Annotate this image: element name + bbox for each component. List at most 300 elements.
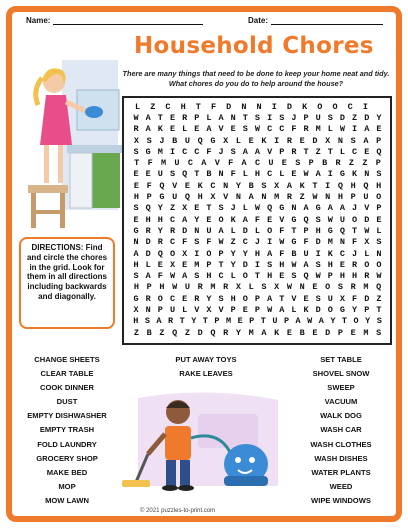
grid-letter[interactable]: V: [267, 146, 273, 157]
grid-letter[interactable]: Z: [159, 327, 165, 338]
grid-letter[interactable]: T: [179, 316, 185, 327]
grid-letter[interactable]: X: [274, 282, 280, 293]
grid-letter[interactable]: Y: [206, 293, 212, 304]
grid-letter[interactable]: H: [206, 271, 212, 282]
grid-letter[interactable]: W: [133, 112, 139, 123]
grid-letter[interactable]: S: [337, 282, 343, 293]
grid-letter[interactable]: Q: [182, 169, 188, 180]
grid-letter[interactable]: R: [350, 282, 356, 293]
grid-letter[interactable]: S: [261, 282, 267, 293]
grid-letter[interactable]: P: [214, 316, 220, 327]
grid-letter[interactable]: I: [325, 180, 331, 191]
grid-letter[interactable]: A: [261, 327, 267, 338]
grid-letter[interactable]: N: [235, 192, 241, 203]
grid-letter[interactable]: E: [133, 180, 139, 191]
grid-letter[interactable]: O: [242, 271, 248, 282]
grid-letter[interactable]: N: [376, 248, 382, 259]
grid-letter[interactable]: J: [352, 203, 358, 214]
grid-letter[interactable]: D: [145, 248, 151, 259]
grid-letter[interactable]: R: [182, 112, 188, 123]
grid-letter[interactable]: B: [206, 169, 212, 180]
name-input-line[interactable]: [53, 16, 203, 25]
grid-letter[interactable]: F: [206, 146, 212, 157]
grid-letter[interactable]: X: [133, 304, 139, 315]
grid-letter[interactable]: R: [291, 146, 297, 157]
grid-letter[interactable]: I: [271, 101, 277, 112]
grid-letter[interactable]: H: [133, 192, 139, 203]
grid-letter[interactable]: P: [283, 316, 290, 327]
grid-letter[interactable]: K: [352, 169, 358, 180]
grid-letter[interactable]: P: [157, 304, 163, 315]
grid-letter[interactable]: W: [376, 271, 382, 282]
grid-letter[interactable]: C: [279, 124, 285, 135]
grid-letter[interactable]: E: [194, 203, 200, 214]
grid-letter[interactable]: T: [260, 316, 266, 327]
grid-letter[interactable]: M: [194, 259, 200, 270]
grid-letter[interactable]: U: [268, 158, 274, 169]
grid-letter[interactable]: L: [235, 135, 241, 146]
grid-letter[interactable]: Z: [315, 146, 321, 157]
grid-letter[interactable]: P: [375, 158, 381, 169]
grid-letter[interactable]: R: [194, 293, 200, 304]
grid-letter[interactable]: Y: [235, 180, 241, 191]
grid-letter[interactable]: D: [315, 237, 321, 248]
grid-letter[interactable]: S: [327, 112, 333, 123]
grid-letter[interactable]: Z: [348, 158, 355, 169]
grid-letter[interactable]: O: [325, 282, 331, 293]
grid-letter[interactable]: Q: [363, 180, 369, 191]
grid-letter[interactable]: V: [214, 158, 220, 169]
grid-letter[interactable]: B: [299, 327, 305, 338]
grid-letter[interactable]: R: [223, 327, 229, 338]
grid-letter[interactable]: C: [194, 146, 200, 157]
grid-letter[interactable]: S: [376, 237, 382, 248]
grid-letter[interactable]: O: [218, 214, 224, 225]
grid-letter[interactable]: A: [145, 112, 151, 123]
grid-letter[interactable]: S: [376, 327, 382, 338]
grid-letter[interactable]: R: [169, 225, 176, 236]
grid-letter[interactable]: T: [327, 146, 333, 157]
grid-letter[interactable]: L: [145, 259, 151, 270]
grid-letter[interactable]: U: [172, 192, 178, 203]
grid-letter[interactable]: K: [261, 135, 267, 146]
grid-letter[interactable]: N: [325, 192, 331, 203]
grid-letter[interactable]: L: [291, 304, 297, 315]
grid-letter[interactable]: Z: [376, 293, 382, 304]
grid-letter[interactable]: Q: [157, 248, 163, 259]
grid-letter[interactable]: S: [315, 259, 321, 270]
grid-letter[interactable]: Y: [242, 248, 248, 259]
grid-letter[interactable]: Q: [376, 146, 382, 157]
grid-letter[interactable]: A: [254, 146, 261, 157]
grid-letter[interactable]: G: [291, 237, 297, 248]
grid-letter[interactable]: Q: [159, 180, 165, 191]
grid-letter[interactable]: J: [352, 248, 358, 259]
grid-letter[interactable]: Z: [184, 327, 190, 338]
grid-letter[interactable]: I: [362, 101, 368, 112]
grid-letter[interactable]: N: [339, 237, 346, 248]
grid-letter[interactable]: I: [254, 259, 261, 270]
grid-letter[interactable]: H: [133, 259, 139, 270]
grid-letter[interactable]: R: [352, 259, 358, 270]
grid-letter[interactable]: H: [254, 169, 261, 180]
grid-letter[interactable]: S: [133, 203, 139, 214]
grid-letter[interactable]: H: [159, 282, 165, 293]
grid-letter[interactable]: S: [133, 146, 139, 157]
grid-letter[interactable]: E: [376, 214, 382, 225]
grid-letter[interactable]: U: [157, 169, 163, 180]
grid-letter[interactable]: H: [145, 214, 151, 225]
grid-letter[interactable]: C: [210, 180, 216, 191]
grid-letter[interactable]: M: [157, 146, 163, 157]
grid-letter[interactable]: J: [254, 237, 261, 248]
grid-letter[interactable]: G: [327, 225, 333, 236]
grid-letter[interactable]: Z: [230, 237, 236, 248]
grid-letter[interactable]: E: [145, 169, 151, 180]
grid-letter[interactable]: A: [133, 248, 139, 259]
grid-letter[interactable]: V: [223, 192, 229, 203]
grid-letter[interactable]: S: [261, 180, 267, 191]
grid-letter[interactable]: D: [226, 101, 232, 112]
grid-letter[interactable]: W: [218, 237, 224, 248]
grid-letter[interactable]: A: [267, 248, 273, 259]
grid-letter[interactable]: T: [303, 146, 309, 157]
grid-letter[interactable]: P: [254, 293, 261, 304]
grid-letter[interactable]: T: [254, 271, 261, 282]
grid-letter[interactable]: L: [339, 146, 346, 157]
grid-letter[interactable]: G: [339, 304, 346, 315]
grid-letter[interactable]: I: [267, 112, 273, 123]
grid-letter[interactable]: N: [364, 169, 370, 180]
grid-letter[interactable]: S: [254, 112, 261, 123]
grid-letter[interactable]: A: [267, 293, 273, 304]
grid-letter[interactable]: X: [325, 135, 331, 146]
grid-letter[interactable]: I: [194, 248, 200, 259]
grid-letter[interactable]: P: [337, 327, 343, 338]
grid-letter[interactable]: V: [364, 203, 370, 214]
grid-letter[interactable]: W: [327, 214, 333, 225]
grid-letter[interactable]: S: [133, 271, 139, 282]
grid-letter[interactable]: V: [172, 180, 178, 191]
grid-letter[interactable]: F: [352, 237, 358, 248]
grid-letter[interactable]: Z: [362, 158, 368, 169]
grid-letter[interactable]: I: [315, 248, 321, 259]
grid-letter[interactable]: A: [279, 304, 285, 315]
grid-letter[interactable]: S: [144, 316, 150, 327]
grid-letter[interactable]: A: [339, 203, 346, 214]
grid-letter[interactable]: L: [206, 112, 212, 123]
grid-letter[interactable]: T: [206, 203, 212, 214]
grid-letter[interactable]: T: [279, 293, 285, 304]
grid-letter[interactable]: D: [312, 135, 318, 146]
grid-letter[interactable]: E: [169, 124, 176, 135]
grid-letter[interactable]: N: [133, 237, 139, 248]
grid-letter[interactable]: A: [315, 169, 321, 180]
grid-letter[interactable]: O: [317, 101, 323, 112]
grid-letter[interactable]: E: [281, 158, 287, 169]
grid-letter[interactable]: A: [156, 316, 162, 327]
grid-letter[interactable]: J: [291, 112, 297, 123]
grid-letter[interactable]: C: [169, 237, 176, 248]
grid-letter[interactable]: S: [291, 271, 297, 282]
grid-letter[interactable]: H: [337, 192, 343, 203]
grid-letter[interactable]: E: [242, 304, 248, 315]
grid-letter[interactable]: V: [218, 124, 224, 135]
grid-letter[interactable]: U: [184, 282, 190, 293]
grid-letter[interactable]: A: [242, 146, 248, 157]
grid-letter[interactable]: M: [225, 316, 232, 327]
grid-letter[interactable]: H: [197, 192, 203, 203]
grid-letter[interactable]: K: [274, 327, 280, 338]
grid-letter[interactable]: C: [169, 214, 176, 225]
grid-letter[interactable]: T: [202, 316, 208, 327]
grid-letter[interactable]: D: [339, 112, 346, 123]
grid-letter[interactable]: X: [182, 203, 188, 214]
grid-letter[interactable]: A: [182, 271, 188, 282]
grid-letter[interactable]: E: [350, 327, 356, 338]
grid-letter[interactable]: O: [157, 293, 163, 304]
grid-letter[interactable]: Q: [172, 327, 178, 338]
grid-letter[interactable]: Q: [339, 225, 346, 236]
grid-letter[interactable]: T: [376, 304, 382, 315]
grid-letter[interactable]: C: [267, 124, 273, 135]
grid-letter[interactable]: S: [218, 203, 224, 214]
grid-letter[interactable]: F: [279, 248, 285, 259]
grid-letter[interactable]: V: [218, 304, 224, 315]
grid-letter[interactable]: C: [218, 271, 224, 282]
word-search-grid[interactable]: [122, 96, 392, 345]
grid-letter[interactable]: U: [315, 112, 321, 123]
grid-letter[interactable]: F: [254, 214, 261, 225]
grid-letter[interactable]: S: [279, 112, 285, 123]
grid-letter[interactable]: E: [184, 180, 190, 191]
grid-letter[interactable]: W: [279, 237, 285, 248]
grid-letter[interactable]: X: [182, 248, 188, 259]
grid-letter[interactable]: S: [194, 271, 200, 282]
grid-letter[interactable]: W: [307, 316, 313, 327]
grid-letter[interactable]: M: [315, 124, 321, 135]
grid-letter[interactable]: N: [218, 169, 224, 180]
grid-letter[interactable]: C: [187, 158, 193, 169]
date-input-line[interactable]: [271, 16, 383, 25]
grid-letter[interactable]: K: [157, 124, 163, 135]
grid-letter[interactable]: I: [169, 146, 176, 157]
grid-letter[interactable]: R: [286, 135, 292, 146]
grid-letter[interactable]: G: [315, 203, 321, 214]
grid-letter[interactable]: G: [210, 135, 216, 146]
grid-letter[interactable]: A: [303, 259, 309, 270]
grid-letter[interactable]: F: [228, 158, 234, 169]
grid-letter[interactable]: L: [182, 124, 188, 135]
grid-letter[interactable]: S: [295, 158, 301, 169]
grid-letter[interactable]: U: [169, 304, 176, 315]
grid-letter[interactable]: R: [197, 282, 203, 293]
grid-letter[interactable]: V: [291, 293, 297, 304]
grid-letter[interactable]: A: [363, 135, 369, 146]
grid-letter[interactable]: P: [249, 316, 255, 327]
grid-letter[interactable]: N: [223, 180, 229, 191]
grid-letter[interactable]: A: [145, 271, 151, 282]
grid-letter[interactable]: M: [363, 282, 369, 293]
grid-letter[interactable]: U: [339, 214, 346, 225]
grid-letter[interactable]: A: [318, 316, 324, 327]
grid-letter[interactable]: K: [230, 214, 236, 225]
grid-letter[interactable]: Y: [230, 248, 236, 259]
grid-letter[interactable]: O: [169, 248, 176, 259]
grid-letter[interactable]: F: [303, 237, 309, 248]
grid-letter[interactable]: S: [315, 214, 321, 225]
grid-letter[interactable]: E: [312, 327, 318, 338]
grid-letter[interactable]: N: [337, 135, 343, 146]
grid-letter[interactable]: Z: [150, 101, 156, 112]
grid-letter[interactable]: A: [201, 158, 207, 169]
grid-letter[interactable]: X: [223, 135, 229, 146]
grid-letter[interactable]: E: [376, 124, 382, 135]
grid-letter[interactable]: A: [218, 112, 224, 123]
grid-letter[interactable]: S: [315, 293, 321, 304]
grid-letter[interactable]: O: [376, 192, 382, 203]
grid-letter[interactable]: D: [182, 225, 188, 236]
grid-letter[interactable]: Y: [157, 225, 163, 236]
grid-letter[interactable]: W: [339, 124, 346, 135]
grid-letter[interactable]: N: [256, 101, 262, 112]
grid-letter[interactable]: L: [376, 225, 382, 236]
grid-letter[interactable]: N: [299, 282, 305, 293]
grid-letter[interactable]: E: [133, 169, 139, 180]
grid-letter[interactable]: F: [291, 124, 297, 135]
grid-letter[interactable]: A: [241, 158, 247, 169]
grid-letter[interactable]: S: [376, 169, 382, 180]
grid-letter[interactable]: N: [230, 112, 236, 123]
grid-letter[interactable]: V: [279, 214, 285, 225]
grid-letter[interactable]: E: [237, 316, 243, 327]
grid-letter[interactable]: P: [327, 271, 333, 282]
grid-letter[interactable]: D: [242, 225, 248, 236]
grid-letter[interactable]: O: [352, 214, 358, 225]
grid-letter[interactable]: K: [299, 180, 305, 191]
grid-letter[interactable]: R: [303, 124, 309, 135]
grid-letter[interactable]: A: [364, 124, 370, 135]
grid-letter[interactable]: E: [182, 259, 188, 270]
grid-letter[interactable]: Z: [299, 192, 305, 203]
grid-letter[interactable]: K: [327, 248, 333, 259]
grid-letter[interactable]: W: [267, 304, 273, 315]
grid-letter[interactable]: T: [312, 180, 318, 191]
grid-letter[interactable]: R: [157, 237, 163, 248]
grid-letter[interactable]: W: [364, 225, 370, 236]
grid-letter[interactable]: N: [261, 192, 267, 203]
grid-letter[interactable]: E: [291, 169, 297, 180]
grid-letter[interactable]: K: [303, 304, 309, 315]
grid-letter[interactable]: Q: [267, 203, 273, 214]
grid-letter[interactable]: L: [248, 282, 254, 293]
grid-letter[interactable]: D: [364, 214, 370, 225]
grid-letter[interactable]: D: [364, 293, 370, 304]
grid-letter[interactable]: E: [279, 271, 285, 282]
grid-letter[interactable]: M: [161, 158, 167, 169]
grid-letter[interactable]: C: [254, 158, 261, 169]
grid-letter[interactable]: T: [194, 169, 200, 180]
grid-letter[interactable]: E: [267, 214, 273, 225]
grid-letter[interactable]: H: [230, 293, 236, 304]
grid-letter[interactable]: Y: [230, 259, 236, 270]
grid-letter[interactable]: P: [308, 158, 314, 169]
grid-letter[interactable]: R: [168, 316, 174, 327]
grid-letter[interactable]: O: [327, 304, 333, 315]
grid-letter[interactable]: H: [339, 271, 346, 282]
grid-letter[interactable]: U: [272, 316, 278, 327]
grid-letter[interactable]: D: [315, 304, 321, 315]
grid-letter[interactable]: M: [327, 237, 333, 248]
grid-letter[interactable]: S: [146, 135, 152, 146]
grid-letter[interactable]: Y: [194, 214, 200, 225]
grid-letter[interactable]: I: [274, 135, 280, 146]
grid-letter[interactable]: F: [230, 169, 236, 180]
grid-letter[interactable]: F: [206, 237, 212, 248]
grid-letter[interactable]: S: [376, 316, 382, 327]
grid-letter[interactable]: W: [291, 259, 297, 270]
grid-letter[interactable]: C: [267, 169, 273, 180]
grid-letter[interactable]: E: [182, 293, 188, 304]
grid-letter[interactable]: M: [274, 192, 280, 203]
grid-letter[interactable]: O: [353, 316, 359, 327]
grid-letter[interactable]: E: [206, 214, 212, 225]
grid-letter[interactable]: E: [169, 112, 176, 123]
grid-letter[interactable]: T: [242, 112, 248, 123]
grid-letter[interactable]: Z: [133, 327, 139, 338]
grid-letter[interactable]: H: [352, 271, 358, 282]
grid-letter[interactable]: A: [218, 225, 224, 236]
grid-letter[interactable]: W: [172, 282, 178, 293]
grid-letter[interactable]: F: [279, 225, 285, 236]
grid-letter[interactable]: E: [194, 124, 200, 135]
grid-letter[interactable]: T: [341, 316, 348, 327]
grid-letter[interactable]: H: [315, 225, 321, 236]
grid-letter[interactable]: U: [303, 248, 309, 259]
grid-letter[interactable]: G: [291, 214, 297, 225]
grid-letter[interactable]: S: [194, 237, 200, 248]
grid-letter[interactable]: C: [182, 146, 188, 157]
grid-letter[interactable]: P: [279, 146, 285, 157]
grid-letter[interactable]: G: [159, 192, 165, 203]
grid-letter[interactable]: T: [134, 158, 140, 169]
grid-letter[interactable]: E: [299, 135, 305, 146]
grid-letter[interactable]: A: [145, 124, 151, 135]
grid-letter[interactable]: Q: [376, 282, 382, 293]
grid-letter[interactable]: D: [242, 259, 248, 270]
grid-letter[interactable]: F: [147, 158, 153, 169]
grid-letter[interactable]: F: [210, 101, 217, 112]
grid-letter[interactable]: E: [303, 293, 309, 304]
grid-letter[interactable]: X: [274, 180, 280, 191]
grid-letter[interactable]: R: [145, 225, 151, 236]
grid-letter[interactable]: A: [295, 316, 301, 327]
grid-letter[interactable]: P: [194, 112, 200, 123]
grid-letter[interactable]: W: [286, 282, 292, 293]
grid-letter[interactable]: M: [248, 327, 254, 338]
grid-letter[interactable]: H: [180, 101, 186, 112]
grid-letter[interactable]: P: [350, 192, 356, 203]
grid-letter[interactable]: Q: [303, 271, 309, 282]
grid-letter[interactable]: L: [364, 248, 370, 259]
grid-letter[interactable]: T: [352, 225, 358, 236]
grid-letter[interactable]: I: [352, 124, 358, 135]
grid-letter[interactable]: X: [133, 135, 139, 146]
grid-letter[interactable]: G: [133, 225, 139, 236]
grid-letter[interactable]: D: [364, 112, 370, 123]
grid-letter[interactable]: X: [210, 192, 216, 203]
grid-letter[interactable]: S: [230, 146, 236, 157]
